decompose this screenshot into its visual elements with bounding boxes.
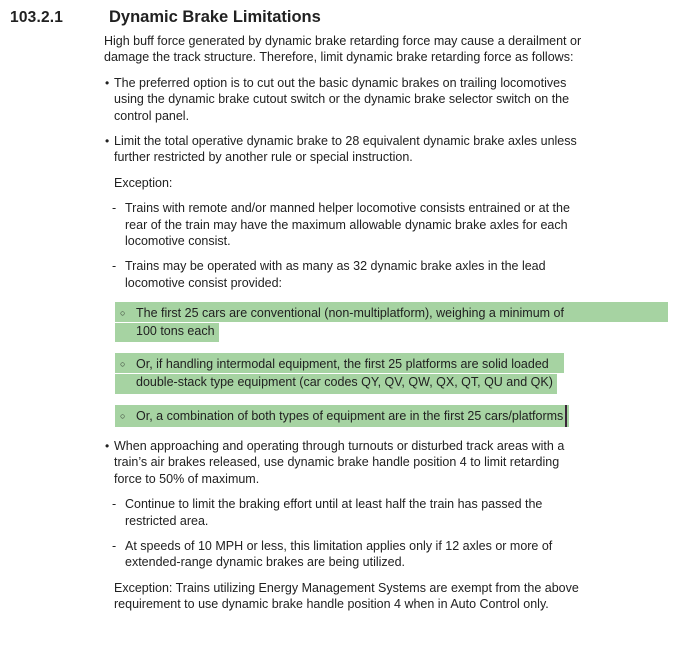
intro-paragraph: [104, 33, 688, 66]
bullet-item-limit-28-axles: [104, 133, 688, 166]
highlighted-line[interactable]: 100 tons each: [115, 323, 219, 342]
rule-section: [10, 7, 688, 613]
dash-line: locomotive consist provided:: [125, 275, 283, 290]
dash-marker: -: [112, 497, 117, 512]
circle-marker: ○: [120, 410, 126, 421]
paragraph-line: High buff force generated by dynamic brake retarding force may cause a derailment or: [104, 34, 582, 48]
bullet-line: using the dynamic brake cutout switch or the dynamic brake selector switch on the: [114, 92, 570, 107]
dash-line: Continue to limit the braking effort until at least half the train has passed the: [125, 497, 543, 512]
highlighted-text: Or, a combination of both types of equipment are in the first 25 cars/platforms: [136, 408, 564, 423]
bullet-icon: •: [105, 75, 110, 90]
circle-marker: ○: [120, 308, 126, 319]
paragraph-line: requirement to use dynamic brake handle position 4 when in Auto Control only.: [114, 597, 549, 612]
bullet-line: train’s air brakes released, use dynamic brake handle position 4 to limit retarding: [114, 455, 560, 470]
dash-item-continue-limit: [104, 496, 688, 529]
highlighted-line[interactable]: [115, 405, 569, 427]
highlighted-line[interactable]: double-stack type equipment (car codes QY, QV, QW, QX, QT, QU and QK): [115, 374, 557, 393]
section-number: 103.2.1: [10, 9, 64, 26]
section-heading: [10, 7, 688, 27]
dash-item-10-mph: [104, 538, 688, 571]
bullet-line: Limit the total operative dynamic brake to 28 equivalent dynamic brake axles unless: [114, 134, 577, 149]
highlighted-item-intermodal-equipment[interactable]: [104, 353, 688, 393]
paragraph-line: damage the track structure. Therefore, limit dynamic brake retarding force as follows:: [104, 50, 574, 65]
exception-label-text: Exception:: [114, 175, 173, 190]
exception-paragraph-energy-management: [104, 580, 688, 613]
dash-item-helper-consists: [104, 200, 688, 249]
dash-line: Trains with remote and/or manned helper locomotive consists entrained or at the: [125, 201, 570, 216]
dash-line: restricted area.: [125, 513, 209, 528]
bullet-icon: •: [105, 438, 110, 453]
bullet-line: force to 50% of maximum.: [114, 471, 260, 486]
circle-marker: ○: [120, 359, 126, 370]
bullet-item-preferred-option: [104, 75, 688, 124]
highlighted-item-conventional-cars[interactable]: [104, 302, 688, 342]
bullet-line: The preferred option is to cut out the basic dynamic brakes on trailing locomotives: [114, 75, 567, 90]
bullet-icon: •: [105, 134, 110, 149]
dash-marker: -: [112, 259, 117, 274]
dash-line: extended-range dynamic brakes are being utilized.: [125, 555, 406, 570]
bullet-line: control panel.: [114, 108, 190, 123]
section-title: Dynamic Brake Limitations: [109, 8, 321, 26]
dash-line: Trains may be operated with as many as 32 dynamic brake axles in the lead: [125, 259, 546, 274]
text-caret: [565, 405, 567, 427]
dash-marker: -: [112, 538, 117, 553]
exception-label: [104, 175, 688, 191]
highlighted-item-combination[interactable]: [104, 405, 688, 427]
paragraph-line: Exception: Trains utilizing Energy Management Systems are exempt from the above: [114, 580, 579, 595]
highlighted-line[interactable]: [115, 353, 564, 372]
dash-marker: -: [112, 201, 117, 216]
bullet-line: When approaching and operating through turnouts or disturbed track areas with a: [114, 438, 565, 453]
highlighted-text: Or, if handling intermodal equipment, the first 25 platforms are solid loaded: [136, 357, 549, 372]
highlighted-line[interactable]: [115, 302, 668, 321]
bullet-line: further restricted by another rule or special instruction.: [114, 150, 413, 165]
dash-line: locomotive consist.: [125, 234, 231, 249]
dash-item-32-axles: [104, 258, 688, 291]
dash-line: rear of the train may have the maximum allowable dynamic brake axles for each: [125, 217, 568, 232]
dash-line: At speeds of 10 MPH or less, this limitation applies only if 12 axles or more of: [125, 538, 553, 553]
highlighted-text: The first 25 cars are conventional (non-multiplatform), weighing a minimum of: [136, 306, 564, 321]
bullet-item-turnouts: [104, 438, 688, 487]
